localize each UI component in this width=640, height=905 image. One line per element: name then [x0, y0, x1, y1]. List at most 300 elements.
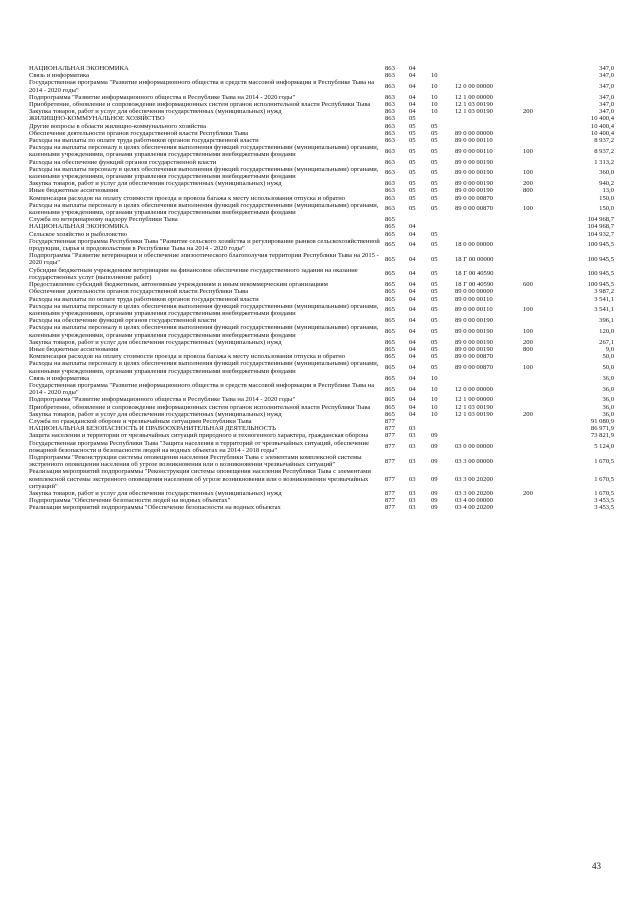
row-code-section: 04 [409, 101, 416, 109]
table-row [29, 115, 614, 122]
row-code-target: 89 0 00 00190 [455, 338, 493, 346]
row-code-admin: 865 [385, 281, 395, 289]
row-code-subsection: 10 [431, 83, 438, 90]
table-row [29, 137, 614, 144]
row-amount: 347,0 [599, 93, 614, 101]
row-code-subsection: 09 [431, 443, 438, 451]
row-code-subsection: 09 [431, 432, 438, 440]
row-amount: 396,1 [599, 317, 614, 325]
row-code-subsection: 10 [431, 410, 438, 418]
row-amount: 73 821,9 [590, 432, 614, 440]
row-amount: 100 945,5 [587, 281, 614, 289]
row-amount: 347,0 [599, 108, 614, 116]
row-code-subsection: 05 [431, 295, 438, 303]
row-name: Расходы на выплаты персоналу в целях обеспечения выполнения функций государственными (муниципальными) органами, казенными учреждениями, органами управления государственными внебюджетными фондами [29, 302, 379, 317]
table-row [29, 101, 614, 108]
row-code-section: 05 [409, 187, 416, 195]
row-code-subsection: 05 [431, 338, 438, 346]
row-name: Иные бюджетные ассигнования [29, 345, 119, 353]
row-amount: 100 945,5 [587, 255, 614, 263]
row-code-subsection: 05 [431, 363, 438, 371]
row-code-section: 05 [409, 115, 416, 123]
row-code-section [409, 216, 431, 223]
row-code-expense [523, 504, 549, 511]
row-code-section: 05 [409, 137, 416, 145]
row-code-subsection: 05 [431, 306, 438, 314]
row-amount: 104 932,7 [587, 230, 614, 238]
row-name: Расходы на выплаты персоналу в целях обеспечения выполнения функций государственными (муниципальными) органами, казенными учреждениями, органами управления государственными внебюджетными фондами [29, 165, 379, 181]
table-row [29, 490, 614, 497]
row-amount: 3 541,1 [594, 306, 614, 314]
row-code-subsection: 05 [431, 317, 438, 325]
table-row [29, 166, 614, 180]
row-code-expense [523, 317, 549, 324]
row-amount: 50,0 [602, 363, 614, 371]
row-amount: 1 670,5 [594, 475, 614, 483]
row-code-expense: 800 [523, 187, 533, 195]
table-row [29, 404, 614, 411]
row-code-target: 89 0 00 00870 [455, 363, 493, 371]
row-amount: 36,0 [602, 396, 614, 404]
table-row [29, 267, 614, 281]
row-code-admin: 865 [385, 410, 395, 418]
table-row [29, 79, 614, 93]
table-row [29, 223, 614, 230]
row-name: Подпрограмма "Обеспечение безопасности людей на водных объектах" [29, 497, 231, 505]
row-name: Субсидии бюджетным учреждениям ветеринарии на финансовое обеспечение государственного задания на оказание государственных услуг (выполнение работ) [29, 266, 358, 281]
table-row [29, 411, 614, 418]
row-amount: 150,0 [599, 205, 614, 213]
table-row [29, 159, 614, 166]
row-code-admin: 865 [385, 403, 395, 411]
row-name: Другие вопросы в области жилищно-коммунального хозяйства [29, 122, 206, 130]
table-row [29, 72, 614, 79]
row-code-admin: 877 [385, 457, 395, 465]
row-code-section: 04 [409, 345, 416, 353]
row-code-target: 89 0 00 00110 [455, 137, 493, 145]
row-code-section: 04 [409, 72, 416, 80]
row-name: Реализация мероприятий подпрограммы "Реконструкция системы оповещения населения Республики Тыва с элементами комплексной системы экстренного оповещения населения об угрозе возникновения или о возникновении чрезвычайных ситуаций" [29, 468, 371, 490]
row-name: Подпрограмма "Развитие ветеринарии и обеспечение эпизоотического благополучия территории Республики Тыва на 2015 - 2020 годы" [29, 252, 379, 267]
row-name: Подпрограмма "Реконструкция системы оповещения населения Республики Тыва с элементами комплексной системы экстренного оповещения населения об угрозе возникновения или о возникновении чрезвычайных ситуаций" [29, 453, 362, 469]
row-amount: 3 453,5 [594, 497, 614, 505]
row-name: Сельское хозяйство и рыболовство [29, 230, 128, 238]
row-code-target [455, 216, 523, 223]
row-amount: 13,0 [602, 187, 614, 195]
row-code-section: 03 [409, 432, 416, 440]
row-name: НАЦИОНАЛЬНАЯ ЭКОНОМИКА [29, 65, 129, 72]
table-row [29, 375, 614, 382]
row-name: Государственная программа Республики Тыва "Развитие сельского хозяйства и регулирование рынков сельскохозяйственной продукции, сырья и продовольствия в Республике Тыва на 2014 - 2020 годы" [29, 237, 380, 253]
row-code-target [455, 231, 523, 238]
row-code-section: 04 [409, 65, 416, 72]
row-code-expense [523, 382, 549, 396]
row-code-target: 18 Г 00 00000 [455, 255, 494, 263]
row-code-admin: 877 [385, 475, 395, 483]
row-code-section: 04 [409, 317, 416, 325]
row-code-subsection: 05 [431, 230, 438, 238]
table-row [29, 252, 614, 266]
row-name: Обеспечение деятельности органов государственной власти Республики Тыва [29, 129, 249, 137]
row-code-expense: 100 [523, 363, 533, 371]
row-name: Компенсация расходов на оплату стоимости проезда и провоза багажа к месту использования отпуска и обратно [29, 194, 346, 202]
row-name: Реализация мероприятий подпрограммы "Обеспечение безопасности на водных объектах [29, 504, 281, 512]
row-code-admin: 863 [385, 169, 395, 177]
row-code-section: 04 [409, 270, 416, 278]
row-amount: 360,0 [599, 169, 614, 177]
row-code-expense [523, 195, 549, 202]
row-amount: 347,0 [599, 72, 614, 80]
row-code-expense [523, 72, 549, 79]
row-name: Расходы на выплаты персоналу в целях обеспечения выполнения функций государственными (муниципальными) органами, казенными учреждениями, органами управления государственными внебюджетными фондами [29, 324, 379, 339]
row-code-section: 04 [409, 338, 416, 346]
row-code-admin: 865 [385, 288, 395, 296]
row-code-expense: 200 [523, 338, 533, 346]
row-code-subsection: 05 [431, 241, 438, 249]
row-name: Закупка товаров, работ и услуг для обеспечения государственных (муниципальных) нужд [29, 338, 282, 346]
row-code-target: 12 1 03 00190 [455, 101, 493, 109]
row-name: Служба по ветеринарному надзору Республики Тыва [29, 216, 178, 224]
row-code-subsection [431, 65, 455, 72]
row-amount: 9,0 [605, 345, 614, 353]
row-code-target [455, 115, 523, 122]
row-amount: 36,0 [602, 403, 614, 411]
row-code-subsection: 10 [431, 72, 438, 80]
row-code-subsection: 05 [431, 205, 438, 213]
row-code-admin: 865 [385, 396, 395, 404]
row-code-target: 89 0 00 00190 [455, 345, 493, 353]
row-code-expense [523, 252, 549, 266]
row-code-target [455, 72, 523, 79]
row-code-expense [523, 267, 549, 281]
row-code-subsection: 05 [431, 180, 438, 188]
row-code-admin: 877 [385, 425, 395, 433]
row-code-subsection: 10 [431, 93, 438, 101]
row-code-section: 03 [409, 504, 416, 512]
row-code-admin: 863 [385, 180, 395, 188]
row-code-admin: 863 [385, 115, 395, 123]
row-code-section: 04 [409, 255, 416, 263]
table-row [29, 324, 614, 338]
row-code-admin: 877 [385, 489, 395, 497]
row-code-subsection: 10 [431, 108, 438, 116]
row-name: Закупка товаров, работ и услуг для обеспечения государственных (муниципальных) нужд [29, 489, 282, 497]
row-code-expense [523, 296, 549, 303]
table-row [29, 504, 614, 511]
row-code-admin: 877 [385, 432, 395, 440]
row-code-section: 04 [409, 288, 416, 296]
row-code-admin: 865 [385, 270, 395, 278]
row-code-target: 18 0 00 00000 [455, 241, 493, 249]
row-code-expense [523, 231, 549, 238]
row-code-expense [523, 101, 549, 108]
row-name: Закупка товаров, работ и услуг для обеспечения государственных (муниципальных) нужд [29, 410, 282, 418]
row-amount: 1 670,5 [594, 489, 614, 497]
budget-table [29, 65, 614, 512]
row-name: НАЦИОНАЛЬНАЯ ЭКОНОМИКА [29, 223, 129, 231]
table-row [29, 94, 614, 101]
row-code-target: 89 0 00 00110 [455, 295, 493, 303]
row-code-expense: 200 [523, 180, 533, 188]
row-code-target: 03 3 00 00000 [455, 457, 493, 465]
row-code-subsection: 05 [431, 327, 438, 335]
table-row [29, 65, 614, 72]
row-code-admin: 865 [385, 338, 395, 346]
row-name: Расходы на выплаты персоналу в целях обеспечения выполнения функций государственными (муниципальными) органами, казенными учреждениями, органами управления государственными внебюджетными фондами [29, 144, 379, 159]
row-code-expense [523, 404, 549, 411]
row-code-section: 05 [409, 129, 416, 137]
row-code-expense [523, 497, 549, 504]
row-code-subsection: 05 [431, 187, 438, 195]
row-code-admin: 863 [385, 194, 395, 202]
row-code-expense: 200 [523, 489, 533, 497]
row-amount: 36,0 [602, 385, 614, 393]
row-amount: 50,0 [602, 353, 614, 361]
row-code-admin: 877 [385, 497, 395, 505]
row-name: Расходы на выплаты по оплате труда работников органов государственной власти [29, 137, 259, 145]
row-code-target: 89 0 00 00190 [455, 327, 493, 335]
row-code-admin: 865 [385, 327, 395, 335]
row-code-section: 05 [409, 169, 416, 177]
table-row [29, 346, 614, 353]
row-amount: 347,0 [599, 65, 614, 72]
row-code-subsection: 10 [431, 101, 438, 109]
row-code-target: 12 1 03 00190 [455, 410, 493, 418]
row-amount: 5 124,0 [594, 443, 614, 451]
row-code-subsection: 09 [431, 504, 438, 512]
row-code-target: 89 0 00 00870 [455, 205, 493, 213]
row-name: Служба по гражданской обороне и чрезвычайным ситуациям Республики Тыва [29, 417, 252, 425]
row-amount: 91 080,9 [590, 417, 614, 425]
row-code-target [455, 65, 523, 72]
row-code-expense [523, 216, 549, 223]
table-row [29, 440, 614, 454]
table-row [29, 202, 614, 216]
row-code-section: 03 [409, 497, 416, 505]
row-code-section: 04 [409, 295, 416, 303]
row-code-section: 03 [409, 457, 416, 465]
row-code-section: 04 [409, 410, 416, 418]
row-code-section: 04 [409, 108, 416, 116]
row-code-target: 12 1 00 00000 [455, 396, 493, 404]
row-amount: 8 937,2 [594, 147, 614, 155]
row-amount: 104 968,7 [587, 216, 614, 224]
row-code-subsection [431, 418, 455, 425]
budget-table-body [29, 65, 614, 512]
table-row [29, 432, 614, 439]
row-code-admin: 865 [385, 306, 395, 314]
row-code-admin: 863 [385, 129, 395, 137]
row-code-subsection [431, 223, 455, 230]
row-code-expense: 600 [523, 281, 533, 289]
row-name: Государственная программа Республики Тыва "Защита населения и территорий от чрезвычайных ситуаций, обеспечение пожарной безопасности и безопасности людей на водных объектах на 2014 - 2018 годы" [29, 439, 370, 454]
row-code-subsection: 05 [431, 122, 438, 130]
row-name: Предоставление субсидий бюджетным, автономным учреждениям и иным некоммерческим организациям [29, 281, 328, 289]
row-code-expense [523, 123, 549, 130]
row-code-target: 89 0 00 00870 [455, 194, 493, 202]
row-code-subsection [431, 115, 455, 122]
row-amount: 150,0 [599, 194, 614, 202]
row-name: Закупка товаров, работ и услуг для обеспечения государственных (муниципальных) нужд [29, 180, 282, 188]
row-code-target: 03 3 00 20200 [455, 489, 493, 497]
row-code-section: 03 [409, 443, 416, 451]
row-code-expense: 100 [523, 147, 533, 155]
table-row [29, 303, 614, 317]
row-code-subsection: 05 [431, 147, 438, 155]
row-code-subsection: 05 [431, 129, 438, 137]
row-code-section: 04 [409, 374, 416, 382]
row-code-admin: 877 [385, 417, 395, 425]
row-amount: 3 541,1 [594, 295, 614, 303]
row-code-expense: 200 [523, 410, 533, 418]
row-amount: 347,0 [599, 101, 614, 109]
row-code-admin: 863 [385, 108, 395, 116]
row-amount: 347,0 [599, 83, 614, 90]
row-code-expense [523, 454, 549, 468]
row-code-target [455, 123, 523, 130]
row-code-target: 03 3 00 20200 [455, 475, 493, 483]
row-code-subsection [431, 425, 455, 432]
table-row [29, 418, 614, 425]
row-name: Расходы на обеспечение функций органов государственной власти [29, 317, 217, 325]
row-code-target: 12 1 03 00190 [455, 108, 493, 116]
row-code-expense [523, 288, 549, 295]
row-code-admin: 865 [385, 216, 395, 224]
row-code-admin: 863 [385, 93, 395, 101]
row-code-admin: 863 [385, 187, 395, 195]
table-row [29, 468, 614, 490]
row-code-section: 04 [409, 223, 416, 231]
row-code-admin: 863 [385, 65, 395, 72]
row-code-target: 03 0 00 00000 [455, 443, 493, 451]
row-code-target [455, 375, 523, 382]
row-code-admin: 865 [385, 295, 395, 303]
row-amount: 100 945,5 [587, 241, 614, 249]
row-code-subsection: 10 [431, 385, 438, 393]
row-code-expense [523, 79, 549, 93]
row-amount: 1 670,5 [594, 457, 614, 465]
row-code-subsection: 10 [431, 374, 438, 382]
row-code-section: 04 [409, 327, 416, 335]
row-amount: 10 400,4 [590, 129, 614, 137]
row-code-target: 03 4 00 00000 [455, 497, 493, 505]
row-code-section: 04 [409, 396, 416, 404]
row-code-admin: 865 [385, 230, 395, 238]
row-code-subsection: 05 [431, 270, 438, 278]
row-code-expense: 800 [523, 345, 533, 353]
row-code-admin: 863 [385, 205, 395, 213]
row-code-subsection: 05 [431, 288, 438, 296]
row-code-admin: 863 [385, 147, 395, 155]
row-code-section: 05 [409, 158, 416, 166]
table-row [29, 360, 614, 374]
row-code-admin: 877 [385, 443, 395, 451]
row-amount: 1 313,2 [594, 158, 614, 166]
row-code-target [455, 425, 523, 432]
row-code-expense [523, 375, 549, 382]
row-amount: 120,0 [599, 327, 614, 335]
row-name: Обеспечение деятельности органов государственной власти Республики Тыва [29, 288, 249, 296]
row-code-target: 89 0 00 00110 [455, 147, 493, 155]
row-code-admin: 865 [385, 374, 395, 382]
row-code-expense: 100 [523, 327, 533, 335]
row-code-target: 12 1 03 00190 [455, 403, 493, 411]
row-code-target: 89 0 00 00190 [455, 187, 493, 195]
row-code-section: 04 [409, 403, 416, 411]
row-code-target: 89 0 00 00870 [455, 353, 493, 361]
row-amount: 36,0 [602, 374, 614, 382]
row-code-target: 18 Г 00 40590 [455, 270, 494, 278]
row-code-target: 12 1 00 00000 [455, 93, 493, 101]
row-code-expense [523, 94, 549, 101]
row-code-expense: 200 [523, 108, 533, 116]
row-code-subsection: 09 [431, 497, 438, 505]
table-row [29, 144, 614, 158]
row-code-expense [523, 238, 549, 252]
row-code-target: 89 0 00 00190 [455, 169, 493, 177]
row-code-target: 89 0 00 00110 [455, 306, 493, 314]
row-code-target: 03 4 00 20200 [455, 504, 493, 512]
row-code-subsection: 09 [431, 475, 438, 483]
row-code-admin: 863 [385, 158, 395, 166]
row-code-admin: 877 [385, 504, 395, 512]
row-code-target: 18 Г 00 40590 [455, 281, 494, 289]
row-code-subsection: 05 [431, 169, 438, 177]
row-code-expense: 100 [523, 306, 533, 314]
row-code-subsection: 09 [431, 457, 438, 465]
row-amount: 100 945,5 [587, 270, 614, 278]
row-name: Защита населения и территории от чрезвычайных ситуаций природного и техногенного характера, гражданская оборона [29, 432, 369, 440]
row-code-subsection: 05 [431, 194, 438, 202]
row-code-subsection: 05 [431, 158, 438, 166]
row-code-expense [523, 65, 549, 72]
row-code-expense [523, 432, 549, 439]
row-code-admin: 865 [385, 317, 395, 325]
row-amount: 3 987,2 [594, 288, 614, 296]
row-name: Государственная программа "Развитие информационного общества и средств массовой информации в Республике Тыва на 2014 - 2020 годы" [29, 79, 375, 94]
table-row [29, 288, 614, 295]
row-code-section: 04 [409, 306, 416, 314]
row-code-subsection: 10 [431, 403, 438, 411]
row-code-target: 89 0 00 00000 [455, 129, 493, 137]
table-row [29, 187, 614, 194]
row-code-expense [523, 396, 549, 403]
row-name: Расходы на выплаты персоналу в целях обеспечения выполнения функций государственными (муниципальными) органами, казенными учреждениями, органами управления государственными внебюджетными фондами [29, 360, 379, 375]
row-name: Иные бюджетные ассигнования [29, 187, 119, 195]
row-name: Компенсация расходов на оплату стоимости проезда и провоза багажа к месту использования отпуска и обратно [29, 353, 346, 361]
row-code-section: 04 [409, 241, 416, 249]
row-code-section: 03 [409, 425, 416, 433]
row-name: Приобретение, обновление и сопровождение информационных систем органов исполнительной власти Республики Тыва [29, 403, 371, 411]
table-row [29, 296, 614, 303]
row-code-section: 05 [409, 205, 416, 213]
row-code-section: 05 [409, 194, 416, 202]
row-code-admin: 865 [385, 353, 395, 361]
row-code-section: 04 [409, 281, 416, 289]
row-name: Расходы на выплаты по оплате труда работников органов государственной власти [29, 295, 259, 303]
row-code-admin: 863 [385, 122, 395, 130]
row-name: Закупка товаров, работ и услуг для обеспечения государственных (муниципальных) нужд [29, 108, 282, 116]
row-name: НАЦИОНАЛЬНАЯ БЕЗОПАСНОСТЬ И ПРАВООХРАНИТЕЛЬНАЯ ДЕЯТЕЛЬНОСТЬ [29, 425, 276, 433]
table-row [29, 130, 614, 137]
row-code-expense [523, 353, 549, 360]
row-amount: 36,0 [602, 410, 614, 418]
row-code-expense [523, 223, 549, 230]
row-amount: 104 968,7 [587, 223, 614, 231]
row-code-subsection: 05 [431, 353, 438, 361]
row-amount: 3 453,5 [594, 504, 614, 512]
row-code-subsection: 10 [431, 396, 438, 404]
